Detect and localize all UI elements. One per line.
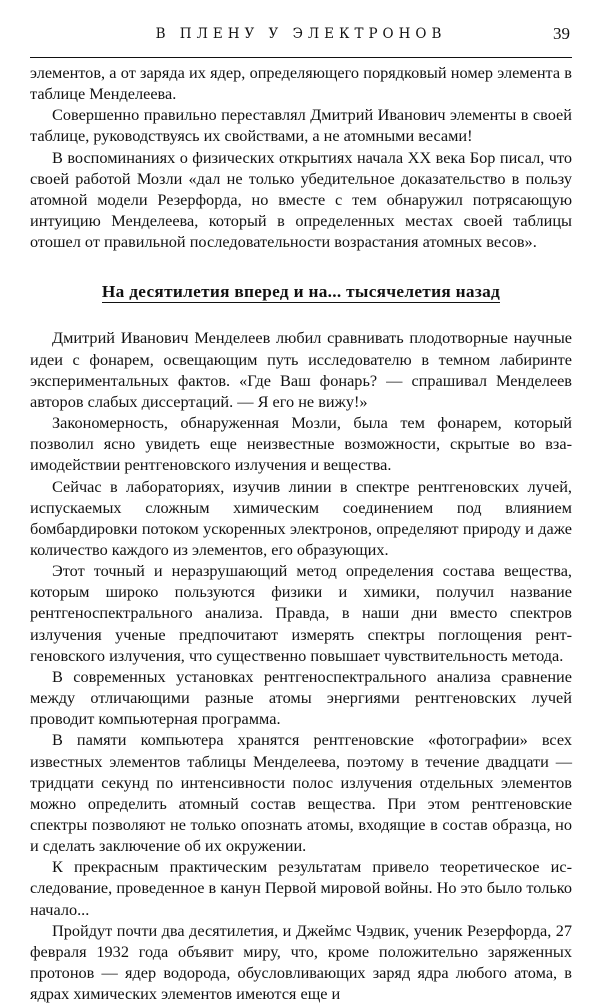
paragraph: В современных установках рентгеноспектрального анализа сравнение между отличающими разные атомы энергиями рентгеновских лучей проводит компьютерная программа.: [30, 666, 572, 729]
paragraph: Совершенно правильно переставлял Дмитрий Иванович элементы в своей таблице, руководствуясь их свойствами, а не атомными весами!: [30, 105, 572, 146]
paragraph: В воспоминаниях о физических открытиях начала XX века Бор писал, что своей работой Мозли «дал не только убедительное доказательство в пользу атомной модели Резерфорда, но вместе с тем обнаружил потрясающую интуицию Менделеева, который в определенных местах своей таблицы отошел от правильной последовательности возрастания атомных весов».: [30, 147, 572, 252]
page-header: [30, 22, 572, 50]
header-rule: [30, 57, 572, 58]
section-heading: [30, 281, 572, 303]
paragraph: Этот точный и неразрушающий метод определения состава вещества, которым широко пользуются физики и химики, получил название рентгеноспектрального анализа. Правда, в наши дни вместо спектров излучения ученые предпочитают измерять спектры поглощения рентгеновского излучения, что существенно повышает чувствительность метода.: [30, 561, 572, 665]
paragraph: В памяти компьютера хранятся рентгеновские «фотографии» всех известных элементов таблицы Менделеева, поэтому в течение двадцати — тридцати секунд по интенсивности полос излучения отдельных элементов можно определить атомный состав вещества. При этом рентгеновские спектры позволяют не только опознать атомы, входящие в состав образца, но и сделать заключение об их окружении.: [30, 730, 572, 856]
page-number: 39: [553, 24, 570, 43]
paragraph: Пройдут почти два десятилетия, и Джеймс Чэдвик, ученик Резерфорда, 27 февраля 1932 года объявит миру, что, кроме положительно заряженных протонов — ядер водорода, обусловливающих заряд ядра любого атома, в ядрах химических элементов имеются еще и: [30, 920, 572, 1004]
section-heading-text: На десятилетия вперед и на... тысячелетия назад: [101, 282, 501, 302]
page-body: [30, 62, 572, 1004]
paragraph-continued: элементов, а от заряда их ядер, определяющего порядковый номер элемента в таблице Менделеева.: [30, 63, 572, 104]
paragraph: Дмитрий Иванович Менделеев любил сравнивать плодотворные научные идеи с фонарем, освещающим путь исследователю в темном лабиринте экспериментальных фактов. «Где Ваш фонарь? — спрашивал Менделеев авторов слабых диссертаций. — Я его не вижу!»: [30, 328, 572, 411]
running-head: В ПЛЕНУ У ЭЛЕКТРОНОВ: [155, 26, 447, 42]
paragraph: К прекрасным практическим результатам привело теоретическое исследование, проведенное в канун Первой мировой войны. Но это было только начало...: [30, 857, 572, 919]
paragraph: Закономерность, обнаруженная Мозли, была тем фонарем, который позволил ясно увидеть еще неизвестные возможности, скрытые во взаимодействии рентгеновского излучения и вещества.: [30, 413, 572, 475]
paragraph: Сейчас в лабораториях, изучив линии в спектре рентгеновских лучей, испускаемых сложным химическим соединением под влиянием бомбардировки потоком ускоренных электронов, определяют природу и даже количество каждого из элементов, его образующих.: [30, 476, 572, 559]
